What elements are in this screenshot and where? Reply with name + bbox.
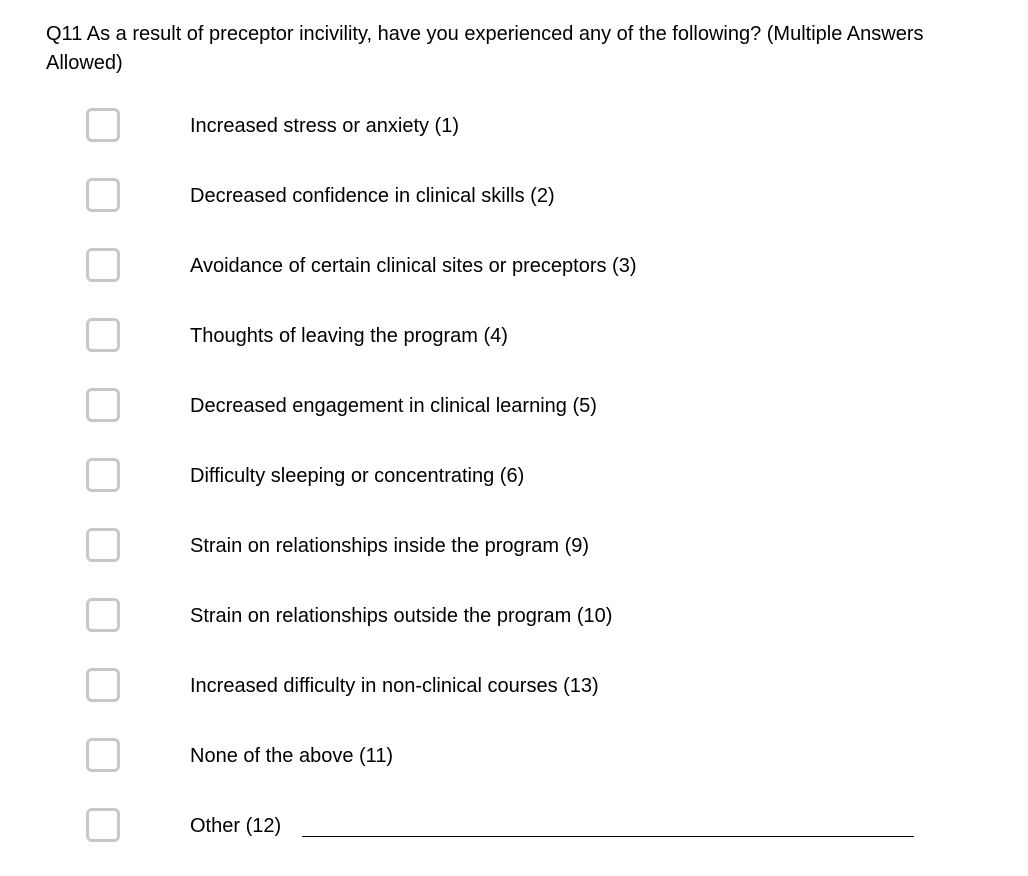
checkbox[interactable] <box>86 178 120 212</box>
option-label: Other (12) <box>190 815 282 837</box>
checkbox[interactable] <box>86 668 120 702</box>
option-non-clinical-difficulty <box>0 666 1028 706</box>
checkbox[interactable] <box>86 598 120 632</box>
option-strain-inside <box>0 526 1028 566</box>
option-label: Increased difficulty in non-clinical courses (13) <box>190 675 599 697</box>
option-label: Thoughts of leaving the program (4) <box>190 325 508 347</box>
question-text: Q11 As a result of preceptor incivility, have you experienced any of the following? (Multiple Answers Allowed) <box>46 23 924 74</box>
option-label: Strain on relationships inside the program (9) <box>190 535 590 557</box>
option-difficulty-sleeping <box>0 456 1028 496</box>
option-label: Increased stress or anxiety (1) <box>190 115 459 137</box>
option-label: Decreased confidence in clinical skills (2) <box>190 185 555 207</box>
option-none-of-the-above <box>0 736 1028 776</box>
checkbox[interactable] <box>86 528 120 562</box>
checkbox[interactable] <box>86 108 120 142</box>
option-label: Avoidance of certain clinical sites or preceptors (3) <box>190 255 637 277</box>
option-label: None of the above (11) <box>190 745 394 767</box>
option-label: Strain on relationships outside the program (10) <box>190 605 613 627</box>
option-other <box>0 806 1028 846</box>
option-decreased-engagement <box>0 386 1028 426</box>
option-increased-stress <box>0 106 1028 146</box>
other-text-line[interactable] <box>302 836 914 837</box>
option-thoughts-of-leaving <box>0 316 1028 356</box>
checkbox[interactable] <box>86 738 120 772</box>
checkbox[interactable] <box>86 388 120 422</box>
checkbox[interactable] <box>86 318 120 352</box>
option-decreased-confidence <box>0 176 1028 216</box>
option-label: Decreased engagement in clinical learning (5) <box>190 395 597 417</box>
checkbox[interactable] <box>86 248 120 282</box>
option-label: Difficulty sleeping or concentrating (6) <box>190 465 525 487</box>
option-strain-outside <box>0 596 1028 636</box>
option-avoidance <box>0 246 1028 286</box>
checkbox[interactable] <box>86 808 120 842</box>
checkbox[interactable] <box>86 458 120 492</box>
